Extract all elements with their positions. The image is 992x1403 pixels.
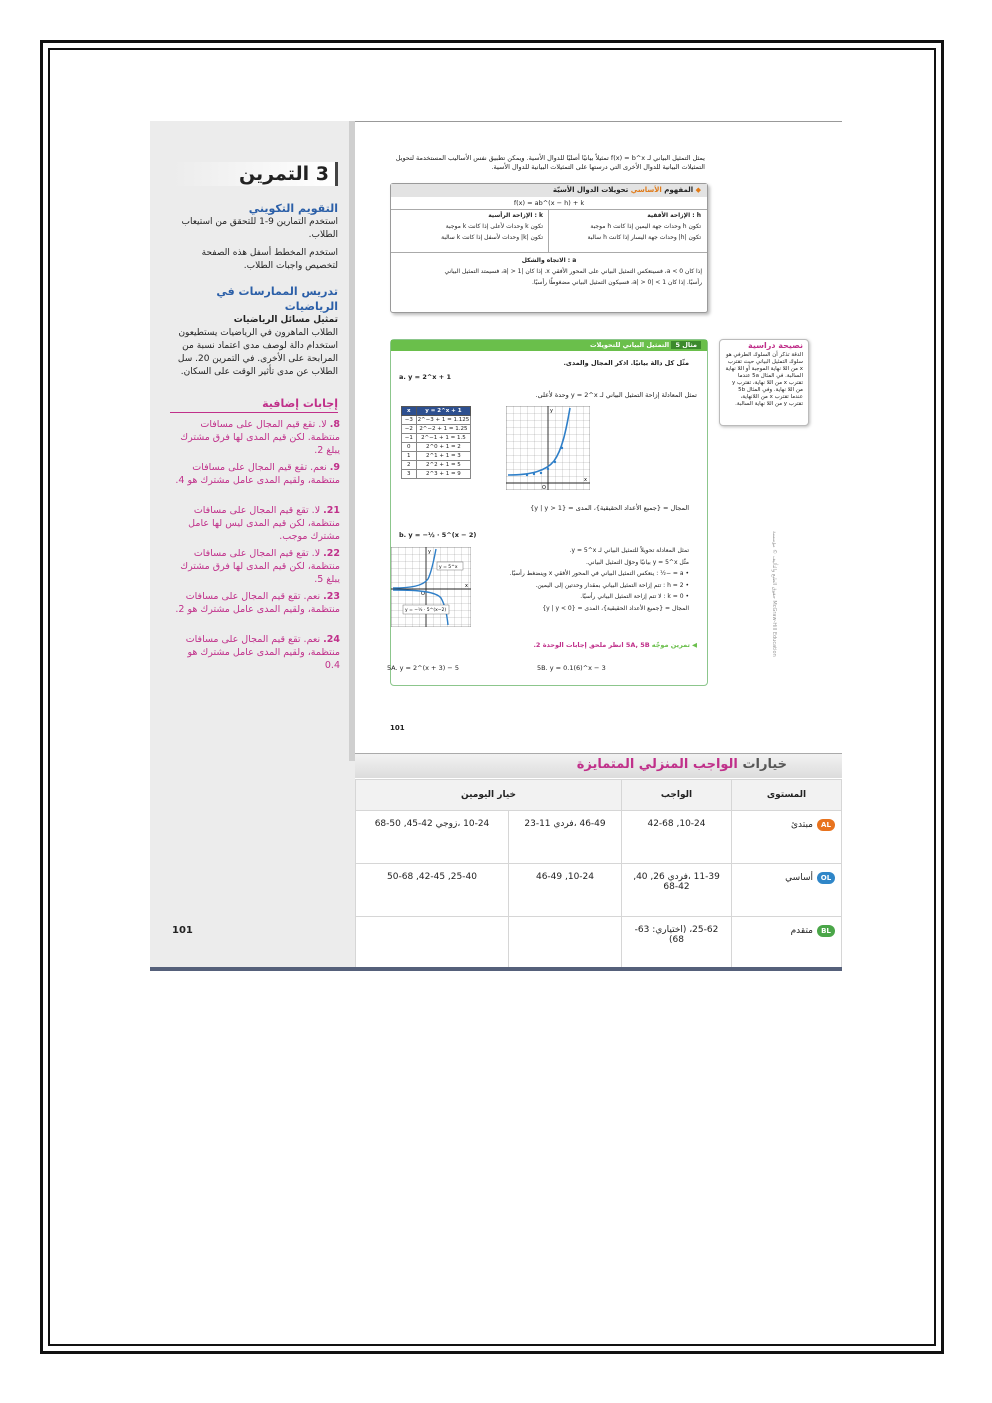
part-b-step: • k = 0 : لا تتم إزاحة التمثيل البياني رأسيًا. (580, 593, 689, 600)
day1-cell: 46-49 ،فردي 11-23 (508, 811, 621, 864)
table-row: 1 2^1 + 1 = 3 (402, 452, 471, 461)
graph-a-origin: O (542, 485, 546, 490)
graph-b-x-label: x (465, 583, 468, 589)
concept-grid (391, 210, 707, 252)
part-b-steps (489, 545, 689, 614)
graph-b-label1: y = 5^x (439, 565, 458, 570)
values-table (401, 406, 471, 479)
answer-24: 24. نعم. تقع قيم المجال على مسافات منتظمة، ولقيم المدى عامل مشترك هو 0.4 (185, 634, 340, 671)
graph-b-y-label: y (428, 549, 431, 555)
day2-cell: 10-24 ،زوجي 42-45, 50-68 (356, 811, 509, 864)
homework-title: خيارات الواجب المنزلي المتمايزة (576, 757, 787, 772)
study-tip-text: الدقة تذكر أن السلوك الطرفي هو سلوك التمثيل البياني حيث تقترب x من اللا نهاية الموجبة أو اللا نهاية السالبة. في المثال 5a عندما تقترب x من اللا نهاية، تقترب y من اللا نهاية. وفي المثال 5b عندما تقترب x من اللانهاية، تقترب y من اللا نهاية السالبة. (725, 352, 803, 407)
day2-cell (356, 917, 509, 970)
graph-a-y-label: y (550, 408, 553, 414)
vertical-shift-col: k : الإزاحة الرأسية تكون k وحدات لأعلى إذا كانت k موجبة تكون |k| وحدات لأسفل إذا كانت k سالبة (441, 212, 543, 241)
formative-heading: التقويم التكويني (248, 202, 338, 215)
badge-ol: OL (817, 872, 835, 884)
practice-section (170, 284, 338, 379)
part-a-equation: a. y = 2^x + 1 (399, 373, 451, 381)
homework-cell: 25-62، (اختياري: 63-68) (622, 917, 732, 970)
answer-21: 21. لا. تقع قيم المجال على مسافات منتظمة، لكن قيم المدى ليس لها عامل مشترك موجب. (188, 505, 340, 542)
table-row: −2 2^−2 + 1 = 1.25 (402, 425, 471, 434)
table-row: 0 2^0 + 1 = 2 (402, 443, 471, 452)
concept-icon: ◆ (695, 186, 701, 194)
graph-a-point (554, 461, 556, 463)
table-row: −3 2^−3 + 1 = 1.125 (402, 416, 471, 425)
answer-9: 9. نعم. تقع قيم المجال على مسافات منتظمة، ولقيم المدى عامل مشترك هو 4. (175, 462, 340, 486)
answer-22: 22. لا. تقع قيم المجال على مسافات منتظمة، لكن قيم المدى لها فرق مشترك يبلغ 5. (180, 548, 340, 585)
graph-b-origin: O (421, 591, 425, 597)
sidebar-edge (349, 121, 355, 761)
part-a-domain-range: المجال = {جميع الأعداد الحقيقية}، المدى = {y | y > 1} (530, 504, 689, 512)
table-row (356, 864, 842, 917)
homework-cell: 10-24, 42-68 (622, 811, 732, 864)
practice-text: الطلاب الماهرون في الرياضيات يستطيعون استخدام دالة لوصف مدى اعتماد نسبة من المرابحة على الأخرى. في التمرين 20. سل الطلاب عن مدى تأثير الوقت على السكان. (177, 328, 338, 377)
concept-formula: f(x) = ab^(x − h) + k (391, 197, 707, 210)
table-header-x: x (402, 407, 417, 416)
table-row (356, 917, 842, 970)
problem-5a: 5A. y = 2^(x + 3) − 5 (387, 664, 459, 672)
key-concept-box (390, 183, 708, 313)
col-homework: الواجب (622, 780, 732, 811)
answer-8: 8. لا. تقع قيم المجال على مسافات منتظمة. لكن قيم المدى لها فرق مشترك يبلغ 2. (180, 419, 340, 456)
example-5-box (387, 339, 708, 686)
study-tip-heading: نصيحة دراسية (748, 341, 803, 350)
graph-a-point (547, 468, 549, 470)
part-b-equation: b. y = −½ · 5^(x − 2) (399, 531, 477, 539)
main-page-number: 101 (390, 724, 405, 732)
concept-divider (548, 210, 549, 252)
graph-a-point (533, 473, 535, 475)
answer-23: 23. نعم. تقع قيم المجال على مسافات منتظمة، ولقيم المدى عامل مشترك هو 2. (175, 591, 340, 615)
practice-subheading: تمثيل مسائل الرياضيات (233, 315, 338, 325)
level-cell: ALمبتدئ (732, 811, 842, 864)
table-row: −1 2^−1 + 1 = 1.5 (402, 434, 471, 443)
sidebar-page-number: 101 (172, 925, 193, 936)
homework-header-bar (355, 753, 842, 778)
part-a-text: تمثل المعادلة إزاحة التمثيل البياني لـ y = 2^x وحدة لأعلى. (535, 391, 697, 399)
problem-5b: 5B. y = 0.1(6)^x − 3 (537, 664, 606, 672)
formative-text1: استخدم التمارين 9-1 للتحقق من استيعاب الطلاب. (181, 217, 338, 240)
graph-b (391, 547, 471, 627)
bottom-rule (150, 967, 842, 971)
example-prompt: مثّل كل دالة بيانيًا. اذكر المجال والمدى. (563, 359, 689, 367)
guided-practice: ◀ تمرين موجّه 5A, 5B انظر ملحق إجابات الوحدة 2. (533, 641, 697, 649)
table-row: 3 2^3 + 1 = 9 (402, 470, 471, 479)
copyright-credit: حقوق الطبع والتأليف © مؤسسة McGraw-Hill Education (771, 531, 777, 657)
day1-cell: 10-24, 46-49 (508, 864, 621, 917)
day2-cell: 25-40, 42-45, 50-68 (356, 864, 509, 917)
graph-b-label2: y = −½ · 5^(x−2) (405, 608, 447, 613)
day1-cell (508, 917, 621, 970)
part-b-step: • h = 2 : تتم إزاحة التمثيل البياني بمقدار وحدتين إلى اليمين. (535, 581, 689, 589)
part-b-step: تمثل المعادلة تحويلاً للتمثيل البياني لـ y = 5^x. (569, 547, 689, 554)
graph-a (506, 406, 590, 490)
part-b-domain-range: المجال = {جميع الأعداد الحقيقية}، المدى = {y | y < 0} (542, 604, 689, 612)
graph-a-point (561, 447, 563, 449)
badge-bl: BL (817, 925, 835, 937)
graph-a-point (540, 472, 542, 474)
horizontal-shift-col: h : الإزاحة الأفقية تكون h وحدات جهة اليمين إذا كانت h موجبة تكون |h| وحدات جهة اليسار إذا كانت h سالبة (587, 212, 701, 241)
part-b-step: مثّل y = 5^x بيانيًا وحوّل التمثيل البياني. (585, 558, 689, 566)
practice-heading: تدريس الممارسات في الرياضيات (216, 285, 338, 313)
textbook-page (150, 121, 842, 971)
part-b-step: • a = −½ : ينعكس التمثيل البياني في المحور الأفقي x وينضغط رأسيًا. (509, 570, 689, 577)
graph-a-x-label: x (584, 477, 587, 483)
example-header: مثال 5 التمثيل البياني للتحويلات (391, 340, 707, 351)
homework-cell: 11-39 ،فردي 26, 40, 42-68 (622, 864, 732, 917)
homework-table (355, 779, 842, 970)
direction-shape-row: a : الاتجاه والشكل إذا كان a < 0، فسينعكس التمثيل البياني على المحور الأفقي x. إذا كان |a| > 1، فسيمتد التمثيل البياني رأسيًا. إذا كان 1 > |a| > 0، فسيكون التمثيل البياني مضغوطًا رأسيًا. (391, 252, 707, 290)
col-level: المستوى (732, 780, 842, 811)
graph-a-point (526, 474, 528, 476)
answers-heading: إجابات إضافية (170, 397, 338, 413)
key-concept-header: ◆ المفهوم الأساسي تحويلات الدوال الأسيّة (391, 184, 707, 197)
table-header-y: y = 2^x + 1 (416, 407, 471, 416)
exercise-title: 3 التمرين (172, 162, 338, 186)
col-two-day: خيار اليومين (356, 780, 622, 811)
badge-al: AL (817, 819, 835, 831)
table-row (356, 811, 842, 864)
formative-text2: استخدم المخطط أسفل هذه الصفحة لتخصيص واجبات الطلاب. (201, 248, 338, 271)
level-cell: BLمتقدم (732, 917, 842, 970)
study-tip-box (719, 339, 809, 426)
top-rule (355, 121, 842, 122)
formative-section (170, 201, 338, 273)
level-cell: OLأساسي (732, 864, 842, 917)
intro-paragraph: يمثل التمثيل البياني لـ f(x) = b^x تمثيلاً بيانيًا أصليًا للدوال الأسية. ويمكن تطبيق نفس الأساليب المستخدمة لتحويل التمثيلات البيانية للدوال الأخرى التي درستها على التمثيلات البيانية للدوال الأسية. (395, 154, 705, 171)
guided-arrow-icon: ◀ (692, 641, 697, 649)
table-row: 2 2^2 + 1 = 5 (402, 461, 471, 470)
